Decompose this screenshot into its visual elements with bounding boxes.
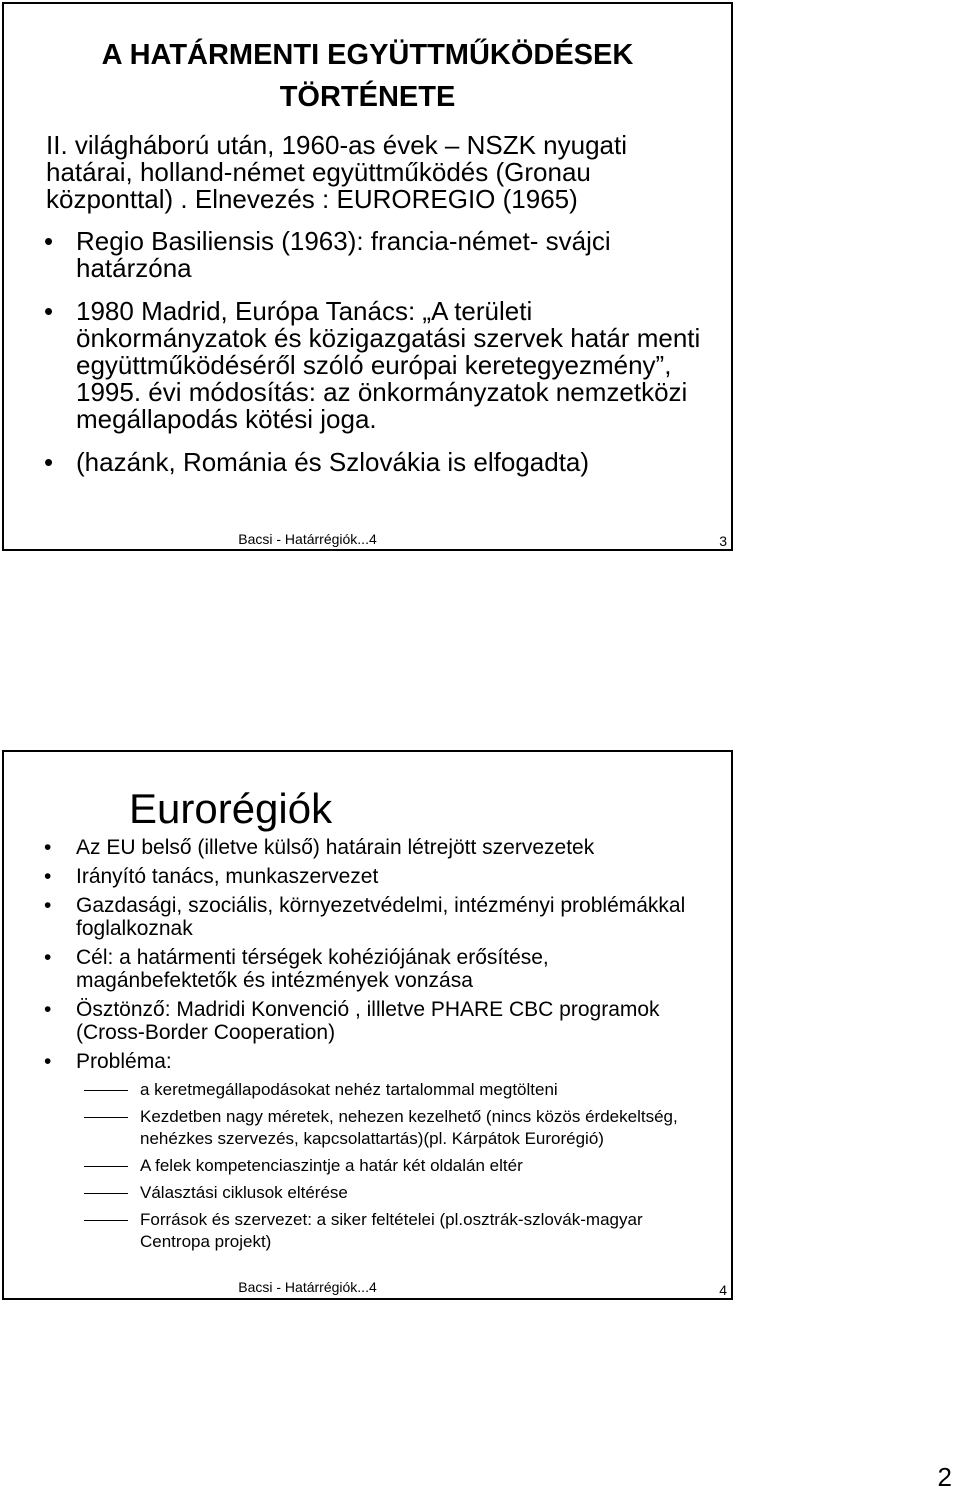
sub-list-item: a keretmegállapodásokat nehéz tartalommal megtölteni — [76, 1079, 704, 1101]
sub-list-item: Kezdetben nagy méretek, nehezen kezelhető (nincs közös érdekeltség, nehézkes szervezés, kapcsolattartás)(pl. Kárpátok Eurorégió) — [76, 1106, 704, 1150]
list-item: • 1980 Madrid, Európa Tanács: „A területi önkormányzatok és közigazgatási szervek határ menti együttműködéséről szóló európai keretegyezmény”, 1995. évi módosítás: az önkormányzatok nemzetközi megállapodás kötési joga. — [44, 298, 704, 433]
list-item: • Gazdasági, szociális, környezetvédelmi, intézményi problémákkal foglalkoznak — [44, 894, 704, 940]
slide-3 — [2, 2, 733, 551]
page-number: 2 — [937, 1462, 952, 1492]
list-item: • (hazánk, Románia és Szlovákia is elfogadta) — [44, 449, 704, 476]
sub-bullet-list — [76, 1079, 704, 1253]
sub-list-item: Választási ciklusok eltérése — [76, 1182, 704, 1204]
slide-footer: Bacsi - Határrégiók...4 — [238, 1279, 377, 1295]
slide-title: A HATÁRMENTI EGYÜTTMŰKÖDÉSEK TÖRTÉNETE — [101, 39, 634, 113]
list-item-problema — [44, 1050, 704, 1253]
slide-footer: Bacsi - Határrégiók...4 — [238, 531, 377, 547]
sub-list-item: A felek kompetenciaszintje a határ két oldalán eltér — [76, 1155, 704, 1177]
list-item: • Cél: a határmenti térségek kohéziójának erősítése, magánbefektetők és intézmények vonzása — [44, 946, 704, 992]
slide-number: 3 — [719, 533, 727, 549]
slide-number: 4 — [719, 1282, 727, 1298]
intro-paragraph: II. világháború után, 1960-as évek – NSZK nyugati határai, holland-német együttműködés (Gronau központtal) . Elnevezés : EUROREGIO (1965) — [46, 130, 628, 214]
slide-4 — [2, 750, 733, 1300]
bullet-list — [44, 836, 704, 1259]
list-item: • Ösztönző: Madridi Konvenció , illletve PHARE CBC programok (Cross-Border Cooperation) — [44, 998, 704, 1044]
list-item: • Irányító tanács, munkaszervezet — [44, 865, 704, 888]
list-item-label: Probléma: — [76, 1050, 172, 1073]
slide-title: Eurorégiók — [129, 785, 333, 832]
list-item: • Az EU belső (illetve külső) határain létrejött szervezetek — [44, 836, 704, 859]
bullet-list — [44, 228, 704, 492]
sub-list-item: Források és szervezet: a siker feltételei (pl.osztrák-szlovák-magyar Centropa projekt) — [76, 1209, 704, 1253]
list-item: • Regio Basiliensis (1963): francia-német- svájci határzóna — [44, 228, 704, 282]
